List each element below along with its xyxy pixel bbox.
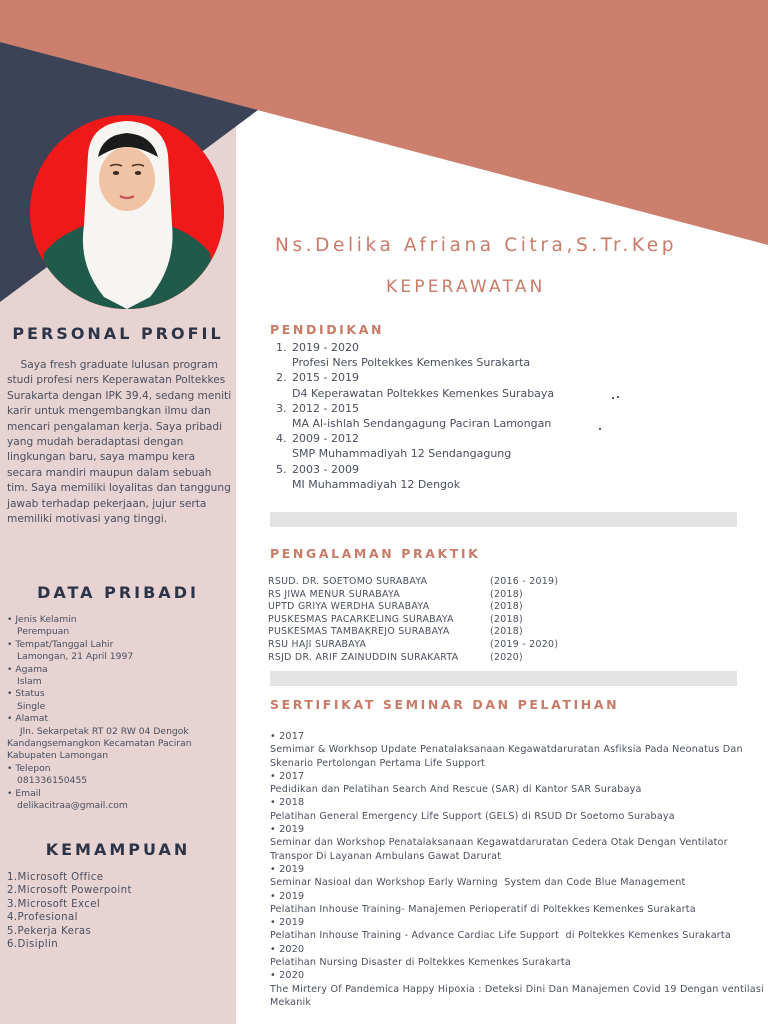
- personal-data-value: Lamongan, 21 April 1997: [17, 651, 134, 663]
- personal-data-value: 081336150455: [17, 775, 88, 787]
- experience-row: [268, 652, 558, 665]
- personal-data-value: Jln. Sekarpetak RT 02 RW 04 Dengok: [17, 725, 189, 737]
- skill-item: 5.Pekerja Keras: [7, 925, 92, 937]
- experience-row: [268, 589, 558, 602]
- education-school: MI Muhammadiyah 12 Dengok: [292, 477, 461, 491]
- education-item: 1. 2019 - 2020 Profesi Ners Poltekkes Kemenkes Surakarta: [276, 341, 531, 370]
- experience-place: RSJD DR. ARIF ZAINUDDIN SURAKARTA: [268, 651, 459, 663]
- certificate-year: 2019: [279, 863, 305, 875]
- personal-data-item: [7, 639, 235, 664]
- profession-title: KEPERAWATAN: [386, 277, 546, 297]
- experience-place: RSUD. DR. SOETOMO SURABAYA: [268, 576, 428, 587]
- experience-year: (2019 - 2020): [490, 638, 559, 650]
- education-years: 2012 - 2015: [292, 401, 359, 415]
- section-divider: [270, 512, 737, 527]
- certificate-year: 2017: [279, 731, 305, 742]
- personal-data-list: [7, 614, 235, 813]
- education-school: D4 Keperawatan Poltekkes Kemenkes Surabaya: [292, 386, 555, 400]
- education-item: 3. 2012 - 2015 MA Al-ishlah Sendangagung Paciran Lamongan: [276, 401, 552, 431]
- personal-data-item: [7, 763, 235, 788]
- certificate-year: 2019: [279, 890, 305, 902]
- certificate-year: 2019: [279, 824, 305, 836]
- education-years: 2003 - 2009: [292, 462, 359, 476]
- certificate-item: • 2020 Pelatihan Nursing Disaster di Poltekkes Kemenkes Surakarta: [270, 943, 768, 970]
- certificate-text: Pelatihan Inhouse Training - Advance Cardiac Life Support di Poltekkes Kemenkes Surakarta: [270, 930, 731, 942]
- certificate-item: • 2019 Pelatihan Inhouse Training - Advance Cardiac Life Support di Poltekkes Kemenkes Surakarta: [270, 916, 768, 943]
- certificates-list: [270, 730, 768, 1009]
- personal-data-value: Islam: [17, 676, 42, 688]
- experience-place: PUSKESMAS TAMBAKREJO SURABAYA: [268, 626, 450, 638]
- certificate-year: 2018: [279, 797, 305, 809]
- education-item: 5. 2003 - 2009 MI Muhammadiyah 12 Dengok: [276, 462, 461, 491]
- stray-dot: [599, 428, 601, 430]
- certificate-year: 2017: [279, 770, 305, 782]
- certificate-item: • 2019 Seminar dan Workshop Penatalaksanaan Kegawatdaruratan Cedera Otak Dengan Ventilator Transpor Di Layanan Ambulans Gawat Darurat: [270, 823, 768, 863]
- education-school: SMP Muhammadiyah 12 Sendangagung: [292, 447, 512, 461]
- experience-year: (2016 - 2019): [490, 576, 559, 587]
- certificate-item: • 2020 The Mirtery Of Pandemica Happy Hipoxia : Deteksi Dini Dan Manajemen Covid 19 Dengan ventilasi Mekanik: [270, 970, 768, 1008]
- personal-data-item: [7, 664, 235, 689]
- certificate-year: 2020: [279, 943, 305, 955]
- experience-place: PUSKESMAS PACARKELING SURABAYA: [268, 613, 454, 625]
- education-list: [276, 340, 554, 492]
- personal-data-value: Perempuan: [17, 626, 70, 638]
- experience-year: (2018): [490, 601, 523, 613]
- personal-data-item: [7, 688, 235, 713]
- education-school: Profesi Ners Poltekkes Kemenkes Surakarta: [292, 356, 531, 370]
- skill-item: 2.Microsoft Powerpoint: [7, 885, 132, 897]
- profile-photo: [30, 115, 224, 309]
- person-name: Ns.Delika Afriana Citra,S.Tr.Kep: [275, 235, 678, 256]
- certificate-text: Pelatihan General Emergency Life Support (GELS) di RSUD Dr Soetomo Surabaya: [270, 810, 675, 822]
- education-years: 2009 - 2012: [292, 432, 359, 446]
- personal-data-value: Kandangsemangkon Kecamatan Paciran: [7, 738, 192, 750]
- personal-data-label: • Alamat: [7, 713, 48, 725]
- certificate-text: Seminar dan Workshop Penatalaksanaan Kegawatdaruratan Cedera Otak Dengan Ventilator Transpor Di Layanan Ambulans Gawat Darurat: [270, 837, 732, 862]
- education-years: 2019 - 2020: [292, 341, 359, 354]
- certificate-item: • 2019 Seminar Nasioal dan Workshop Early Warning System dan Code Blue Management: [270, 863, 768, 890]
- experience-place: RSU HAJI SURABAYA: [268, 638, 367, 650]
- skill-item: 1.Microsoft Office: [7, 872, 104, 883]
- personal-data-value: Kabupaten Lamongan: [7, 750, 109, 762]
- section-divider: [270, 671, 737, 686]
- education-years: 2015 - 2019: [292, 371, 359, 385]
- education-item: 2. 2015 - 2019 D4 Keperawatan Poltekkes Kemenkes Surabaya: [276, 371, 555, 400]
- experience-heading: PENGALAMAN PRAKTIK: [270, 546, 481, 561]
- certificate-year: 2019: [279, 917, 305, 929]
- experience-row: [268, 626, 558, 639]
- personal-data-item: [7, 788, 235, 813]
- certificate-item: • 2017 Semimar & Workhsop Update Penatalaksanaan Kegawatdaruratan Asfiksia Pada Neonatus Dan Skenario Pertolongan Pertama Life Support: [270, 730, 768, 770]
- skills-heading: KEMAMPUAN: [45, 840, 191, 859]
- personal-data-value: delikacitraa@gmail.com: [17, 800, 128, 812]
- personal-data-item: [7, 614, 235, 639]
- personal-data-label: • Agama: [7, 663, 48, 675]
- experience-row: [268, 614, 558, 627]
- certificate-text: Seminar Nasioal dan Workshop Early Warning System dan Code Blue Management: [270, 877, 686, 889]
- skill-item: 6.Disiplin: [7, 939, 59, 951]
- experience-row: [268, 601, 558, 614]
- certificate-text: Pelatihan Inhouse Training- Manajemen Perioperatif di Poltekkes Kemenkes Surakarta: [270, 903, 696, 915]
- experience-place: UPTD GRIYA WERDHA SURABAYA: [268, 601, 430, 613]
- experience-row: [268, 639, 558, 652]
- stray-dot: [612, 397, 614, 399]
- certificate-text: Pelatihan Nursing Disaster di Poltekkes Kemenkes Surakarta: [270, 957, 571, 969]
- experience-year: (2018): [490, 588, 523, 600]
- education-school: MA Al-ishlah Sendangagung Paciran Lamongan: [292, 417, 552, 431]
- certificate-text: The Mirtery Of Pandemica Happy Hipoxia : Deteksi Dini Dan Manajemen Covid 19 Dengan ventilasi Mekanik: [270, 983, 768, 1008]
- experience-row: [268, 576, 558, 589]
- stray-dot: [617, 396, 619, 398]
- experience-place: RS JIWA MENUR SURABAYA: [268, 588, 400, 600]
- personal-data-value: Single: [17, 700, 46, 712]
- experience-year: (2018): [490, 626, 523, 638]
- personal-data-heading: DATA PRIBADI: [37, 583, 199, 602]
- certificate-item: • 2017 Pedidikan dan Pelatihan Search And Rescue (SAR) di Kantor SAR Surabaya: [270, 770, 768, 797]
- personal-data-label: • Tempat/Tanggal Lahir: [7, 638, 114, 650]
- certificates-heading: SERTIFIKAT SEMINAR DAN PELATIHAN: [270, 697, 620, 712]
- experience-list: [268, 576, 558, 664]
- profile-heading: PERSONAL PROFIL: [12, 324, 224, 343]
- skill-item: 4.Profesional: [7, 912, 78, 924]
- person-illustration: [30, 115, 224, 309]
- certificate-item: • 2019 Pelatihan Inhouse Training- Manajemen Perioperatif di Poltekkes Kemenkes Surakarta: [270, 890, 768, 917]
- personal-data-label: • Status: [7, 688, 45, 700]
- experience-year: (2018): [490, 613, 523, 625]
- personal-data-item: [7, 713, 235, 763]
- certificate-item: • 2018 Pelatihan General Emergency Life Support (GELS) di RSUD Dr Soetomo Surabaya: [270, 796, 768, 823]
- personal-data-label: • Jenis Kelamin: [7, 614, 77, 625]
- education-heading: PENDIDIKAN: [270, 322, 385, 337]
- personal-data-label: • Telepon: [7, 762, 51, 774]
- education-item: 4. 2009 - 2012 SMP Muhammadiyah 12 Sendangagung: [276, 432, 512, 461]
- skill-item: 3.Microsoft Excel: [7, 898, 101, 910]
- certificate-text: Semimar & Workhsop Update Penatalaksanaan Kegawatdaruratan Asfiksia Pada Neonatus Dan Skenario Pertolongan Pertama Life Support: [270, 744, 746, 769]
- experience-year: (2020): [490, 651, 523, 663]
- profile-summary: Saya fresh graduate lulusan program studi profesi ners Keperawatan Poltekkes Surakarta dengan IPK 39.4, sedang meniti karir untuk mengembangkan ilmu dan mencari pengalaman kerja. Saya pribadi yang mudah beradaptasi dengan lingkungan baru, saya mampu kera secara mandiri maupun dalam sebuah tim. Saya memiliki loyalitas dan tanggung jawab terhadap pekerjaan, jujur serta memiliki motivasi yang tinggi.: [7, 359, 235, 526]
- personal-data-label: • Email: [7, 787, 41, 799]
- certificate-text: Pedidikan dan Pelatihan Search And Rescue (SAR) di Kantor SAR Surabaya: [270, 784, 642, 796]
- certificate-year: 2020: [279, 970, 305, 982]
- skills-list: [7, 871, 132, 951]
